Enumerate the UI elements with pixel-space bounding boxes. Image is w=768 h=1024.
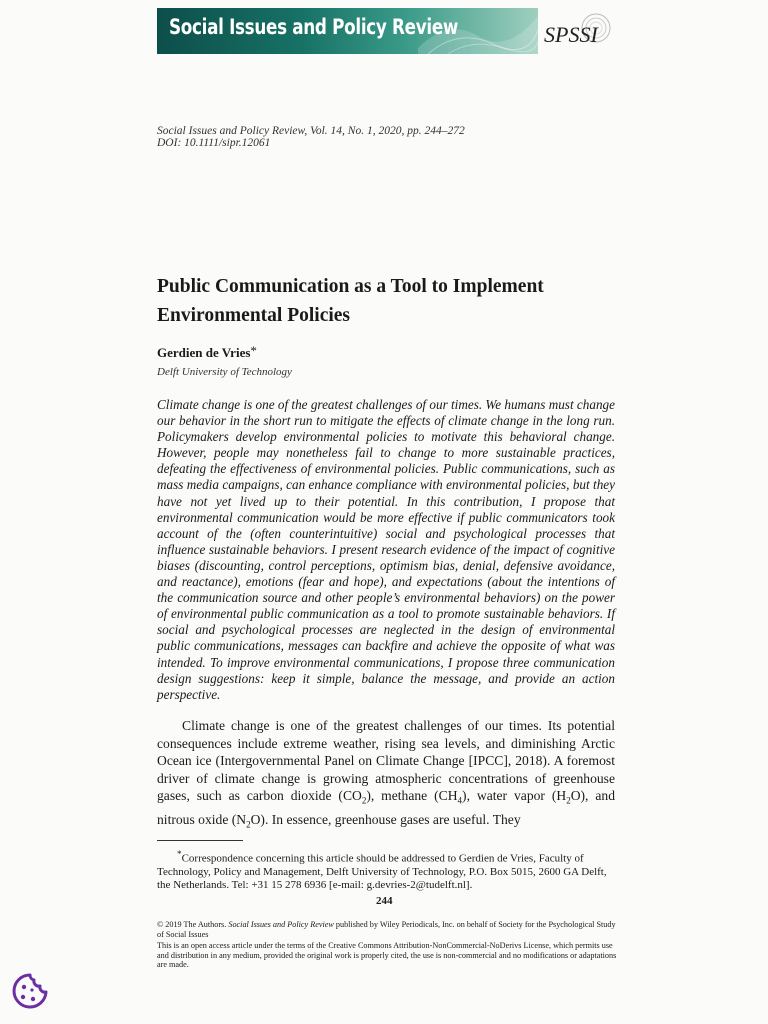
copyright-journal: Social Issues and Policy Review xyxy=(228,920,334,929)
author-name-text: Gerdien de Vries xyxy=(157,345,251,360)
subscript: 2 xyxy=(246,819,251,830)
subscript: 4 xyxy=(457,796,463,807)
author-footnote-mark: * xyxy=(250,343,257,358)
spssi-logo-text: SPSSI xyxy=(544,22,598,47)
footnote-text: Correspondence concerning this article should be addressed to Gerdien de Vries, Faculty of Technology, Policy and Management, Delft University of Technology, P.O. Box 5015, 2600 GA Delft, the Netherlands. Tel: +31 15 278 6936 [e-mail: g.devries-2@tudelft.nl]. xyxy=(157,852,607,891)
author-name xyxy=(157,345,257,361)
license-notice: This is an open access article under the terms of the Creative Commons Attribution-NonCommercial-NoDerivs License, which permits use and distribution in any medium, provided the original work is properly cited, the use is non-commercial and no modifications or adaptations are made. xyxy=(157,941,617,970)
article-title: Public Communication as a Tool to Implement Environmental Policies xyxy=(157,276,544,326)
subscript: 2 xyxy=(566,796,571,807)
citation-journal-line: Social Issues and Policy Review, Vol. 14, No. 1, 2020, pp. 244–272 xyxy=(157,125,465,137)
journal-title: Social Issues and Policy Review xyxy=(169,15,459,39)
body-text: Climate change is one of the greatest challenges of our times. Its potential consequences include extreme weather, rising sea levels, and diminishing Arctic Ocean ice (Intergovernmental Panel on Climate Change [IPCC], 2018). A foremost driver of climate change is growing atmospheric concentrations of greenhouse gases, such as carbon dioxide (CO xyxy=(157,718,615,804)
copyright-prefix: © 2019 The Authors. xyxy=(157,920,229,929)
citation-doi-line: DOI: 10.1111/sipr.12061 xyxy=(157,137,271,149)
copyright-notice xyxy=(157,920,617,939)
copyright-rest: published by Wiley Periodicals, Inc. on behalf of Society for the Psychological Study of Social Issues xyxy=(157,920,616,939)
cookie-icon[interactable] xyxy=(10,971,50,1011)
body-text: O), and nitrous oxide (N xyxy=(157,788,615,827)
body-text: O). In essence, greenhouse gases are useful. They xyxy=(250,811,521,827)
body-text: ), water vapor (H xyxy=(462,788,567,804)
page-number: 244 xyxy=(376,895,393,907)
abstract: Climate change is one of the greatest challenges of our times. We humans must change our behavior in the short run to mitigate the effects of climate change in the long run. Policymakers develop environmental policies to motivate this behavioral change. However, people may nonetheless fail to change to more sustainable practices, defeating the effectiveness of environmental policies. Public communications, such as mass media campaigns, can enhance compliance with environmental policies, but they have not yet lived up to their potential. In this contribution, I propose that environmental communication would be more effective if public communicators took account of the (often counterintuitive) social and psychological processes that influence sustainable behaviors. I present research evidence of the impact of cognitive biases (discounting, control perceptions, optimism bias, denial, defensive avoidance, and reactance), emotions (fear and hope), and expectations (about the intentions of the communication source and other people’s environmental behaviors) on the power of environmental public communication as a tool to promote sustainable behaviors. If social and psychological processes are neglected in the design of environmental public communications, messages can backfire and achieve the opposite of what was intended. To improve environmental communications, I propose three communication design suggestions: keep it simple, balance the message, and provide an action perspective. xyxy=(157,397,615,702)
body-paragraph xyxy=(157,717,615,834)
footnote-divider xyxy=(157,840,243,841)
body-text: ), methane (CH xyxy=(366,788,458,804)
footnote-mark: * xyxy=(177,849,182,859)
author-affiliation: Delft University of Technology xyxy=(157,366,292,378)
correspondence-footnote xyxy=(157,848,617,892)
subscript: 2 xyxy=(361,796,367,807)
journal-banner xyxy=(157,8,538,54)
citation xyxy=(157,125,465,149)
